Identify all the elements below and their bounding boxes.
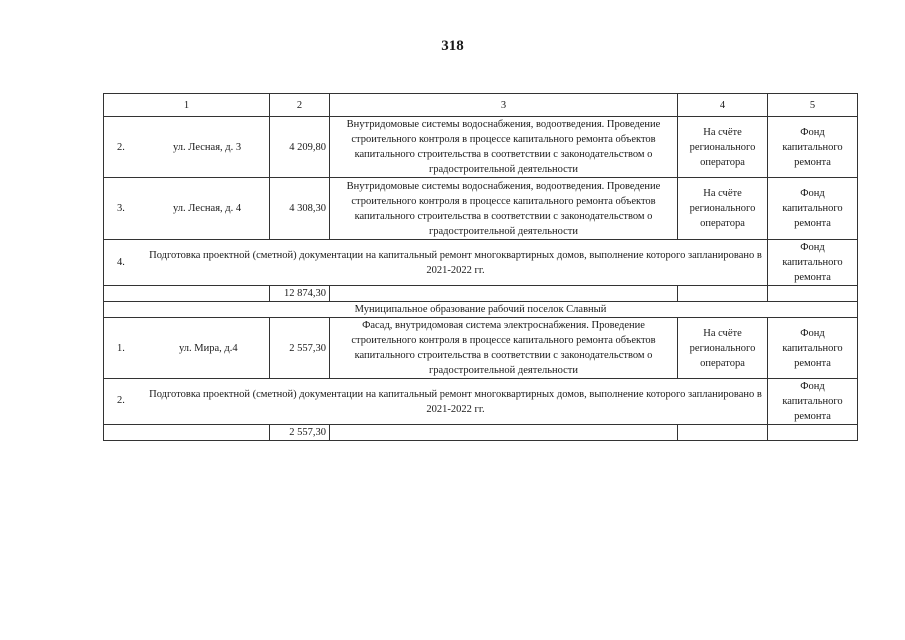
- total-row: [104, 425, 858, 441]
- total-row: [104, 286, 858, 302]
- funding-source: Фонд капитального ремонта: [768, 379, 858, 425]
- amount: 2 557,30: [270, 318, 330, 379]
- table-row: [104, 117, 858, 178]
- account-type: На счёте регионального оператора: [678, 178, 768, 240]
- capital-repair-table: [103, 93, 858, 441]
- funding-source: Фонд капитального ремонта: [768, 318, 858, 379]
- table-header-row: [104, 94, 858, 117]
- header-col-2: 2: [270, 94, 330, 117]
- work-description: Подготовка проектной (сметной) документации на капитальный ремонт многоквартирных домов, выполнение которого запланировано в 2021-2022 гг.: [149, 249, 762, 276]
- total-amount: 2 557,30: [270, 425, 330, 441]
- row-number: 3.: [117, 203, 125, 214]
- funding-source: Фонд капитального ремонта: [768, 178, 858, 240]
- work-description: Фасад, внутридомовая система электроснабжения. Проведение строительного контроля в процессе капитального ремонта объектов капитального строительства в соответствии с законодательством о градостроительной деятельности: [330, 318, 678, 379]
- funding-source: Фонд капитального ремонта: [768, 117, 858, 178]
- address: ул. Лесная, д. 4: [173, 203, 242, 214]
- table-row: [104, 178, 858, 240]
- amount: 4 209,80: [270, 117, 330, 178]
- account-type: На счёте регионального оператора: [678, 318, 768, 379]
- row-number: 1.: [117, 342, 125, 354]
- work-description: Внутридомовые системы водоснабжения, водоотведения. Проведение строительного контроля в процессе капитального ремонта объектов капитального строительства в соответствии с законодательством о градостроительной деятельности: [330, 178, 678, 240]
- object-cell: [104, 240, 768, 286]
- header-col-4: 4: [678, 94, 768, 117]
- work-description: Внутридомовые системы водоснабжения, водоотведения. Проведение строительного контроля в процессе капитального ремонта объектов капитального строительства в соответствии с законодательством о градостроительной деятельности: [330, 117, 678, 178]
- table-row: [104, 240, 858, 286]
- header-col-3: 3: [330, 94, 678, 117]
- total-amount: 12 874,30: [270, 286, 330, 302]
- account-type: На счёте регионального оператора: [678, 117, 768, 178]
- object-cell: [104, 117, 270, 178]
- funding-source: Фонд капитального ремонта: [768, 240, 858, 286]
- amount: 4 308,30: [270, 178, 330, 240]
- work-description: Подготовка проектной (сметной) документации на капитальный ремонт многоквартирных домов, выполнение которого запланировано в 2021-2022 гг.: [149, 388, 762, 415]
- municipality-title: Муниципальное образование рабочий поселок Славный: [104, 302, 858, 318]
- section-row: [104, 302, 858, 318]
- row-number: 2.: [117, 141, 125, 153]
- header-col-5: 5: [768, 94, 858, 117]
- table-row: [104, 379, 858, 425]
- table-row: [104, 318, 858, 379]
- page-number: 318: [441, 38, 464, 54]
- header-col-1: 1: [104, 94, 270, 117]
- object-cell: [104, 379, 768, 425]
- object-cell: [104, 318, 270, 379]
- address: ул. Лесная, д. 3: [173, 141, 242, 153]
- address: ул. Мира, д.4: [179, 342, 238, 354]
- row-number: 2.: [117, 395, 125, 406]
- row-number: 4.: [117, 257, 125, 268]
- object-cell: [104, 178, 270, 240]
